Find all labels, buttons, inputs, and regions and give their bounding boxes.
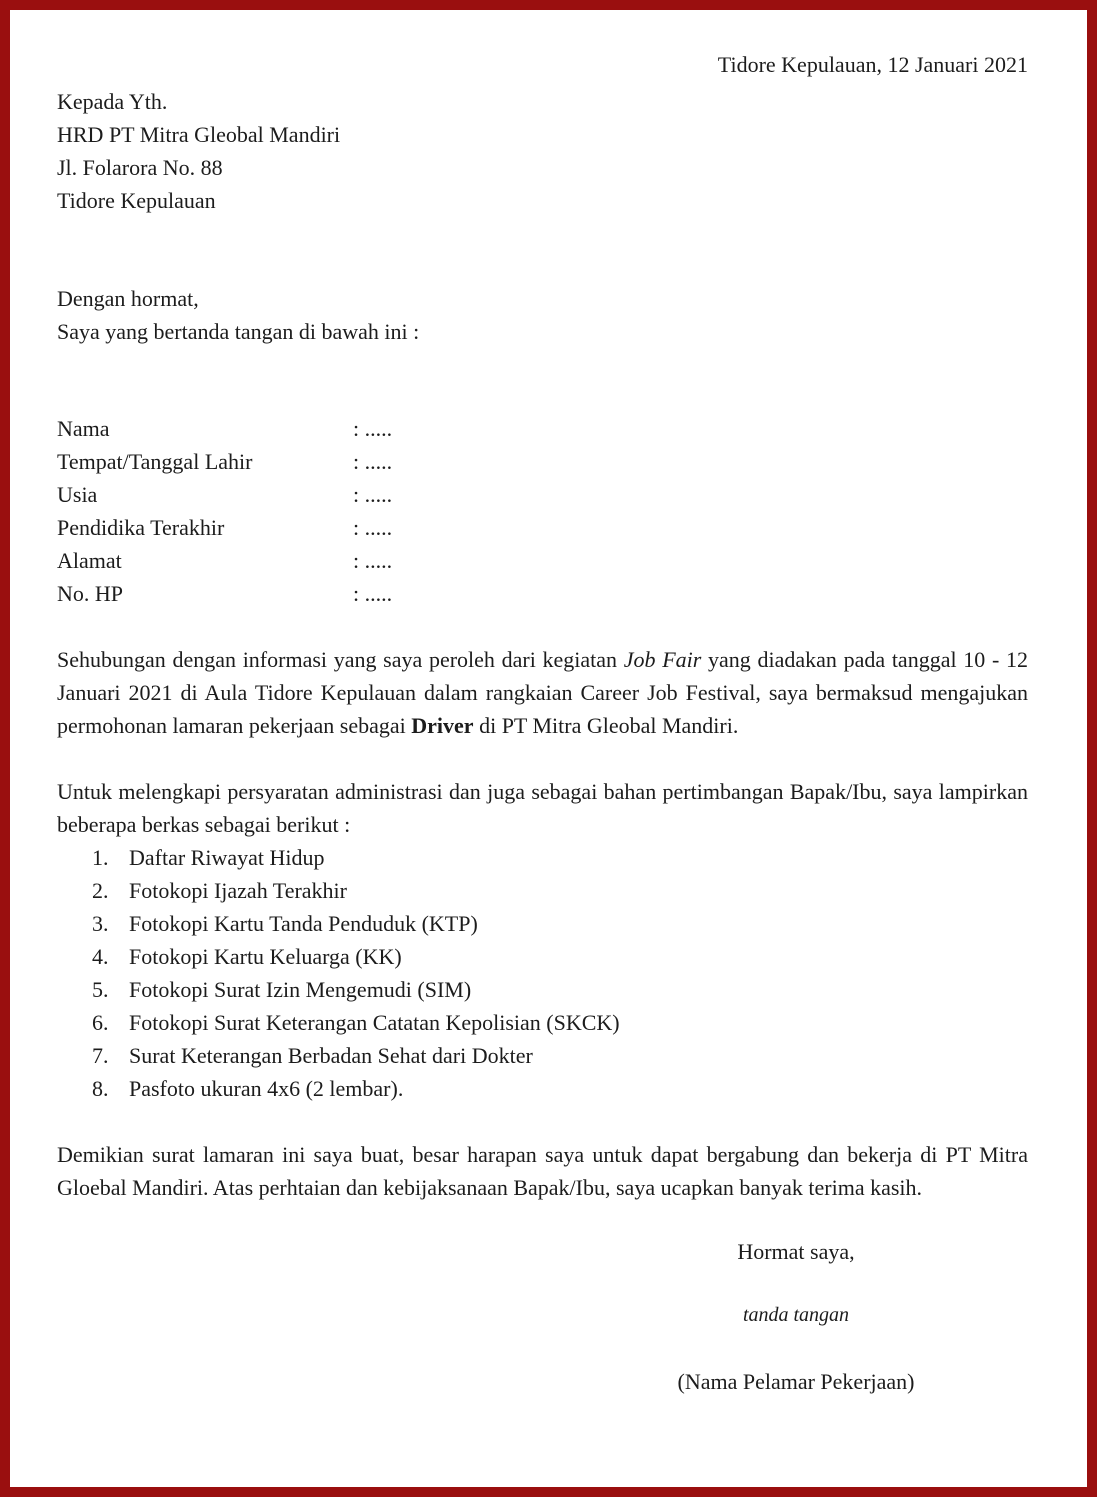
list-item-text: Fotokopi Kartu Tanda Penduduk (KTP) [129,911,478,936]
body-paragraph-1 [57,643,1028,742]
list-item-number: 2. [92,878,109,903]
field-label: No. HP [57,581,124,606]
list-item-number: 5. [92,977,109,1002]
list-item-text: Fotokopi Surat Keterangan Catatan Kepolisian (SKCK) [129,1010,620,1035]
list-item [57,1006,1028,1039]
field-row-pendidikan [57,511,1028,544]
list-item-number: 7. [92,1043,109,1068]
letter-date-line: Tidore Kepulauan, 12 Januari 2021 [717,52,1028,77]
field-label: Alamat [57,548,122,573]
list-item-text: Fotokopi Surat Izin Mengemudi (SIM) [129,977,472,1002]
list-item [57,907,1028,940]
recipient-city: Tidore Kepulauan [57,188,216,213]
closing-paragraph: Demikian surat lamaran ini saya buat, besar harapan saya untuk dapat bergabung dan bekerja di PT Mitra Gloebal Mandiri. Atas perhtaian dan kebijaksanaan Bapak/Ibu, saya ucapkan banyak terima kasih. [57,1142,1028,1200]
field-row-alamat [57,544,1028,577]
list-item [57,940,1028,973]
recipient-company: HRD PT Mitra Gleobal Mandiri [57,122,341,147]
paragraph1-part2: yang diadakan pada tanggal 10 - 12 Januari 2021 di Aula Tidore Kepulauan dalam rangkaian Career Job Festival, saya bermaksud mengajukan permohonan lamaran pekerjaan sebagai [57,647,1028,738]
list-item [57,1072,1028,1105]
paragraph1-italic-job-fair: Job Fair [623,647,702,672]
list-item-number: 8. [92,1076,109,1101]
list-item-number: 3. [92,911,109,936]
list-item-text: Surat Keterangan Berbadan Sehat dari Dokter [129,1043,533,1068]
signature-placeholder: tanda tangan [742,1304,850,1326]
recipient-salutation: Kepada Yth. [57,89,168,114]
list-item-number: 6. [92,1010,109,1035]
paragraph1-part3: di PT Mitra Gleobal Mandiri. [473,713,739,738]
field-value: : ..... [353,548,393,573]
list-item-text: Fotokopi Kartu Keluarga (KK) [129,944,402,969]
list-item-text: Pasfoto ukuran 4x6 (2 lembar). [129,1076,404,1101]
list-item [57,841,1028,874]
signature-name: (Nama Pelamar Pekerjaan) [677,1369,915,1394]
field-label: Nama [57,416,110,441]
list-item [57,1039,1028,1072]
letter-greeting: Dengan hormat, [57,286,199,311]
list-item [57,874,1028,907]
field-label: Usia [57,482,98,507]
field-value: : ..... [353,581,393,606]
list-item-text: Fotokopi Ijazah Terakhir [129,878,347,903]
paragraph1-bold-position: Driver [411,713,474,738]
field-value: : ..... [353,416,393,441]
field-row-no-hp [57,577,1028,610]
body-paragraph-2: Untuk melengkapi persyaratan administrasi dan juga sebagai bahan pertimbangan Bapak/Ibu, saya lampirkan beberapa berkas sebagai berikut : [57,779,1028,837]
field-value: : ..... [353,482,393,507]
list-item [57,973,1028,1006]
field-value: : ..... [353,449,393,474]
field-row-usia [57,478,1028,511]
field-value: : ..... [353,515,393,540]
paragraph1-part1: Sehubungan dengan informasi yang saya peroleh dari kegiatan [57,647,624,672]
attachment-list [57,841,1028,1105]
field-row-tempat-tanggal-lahir [57,445,1028,478]
field-label: Pendidika Terakhir [57,515,225,540]
recipient-block [57,85,1028,217]
personal-data-block [57,412,1028,610]
letter-intro: Saya yang bertanda tangan di bawah ini : [57,319,420,344]
list-item-number: 1. [92,845,109,870]
field-label: Tempat/Tanggal Lahir [57,449,253,474]
greeting-block [57,282,1028,348]
field-row-nama [57,412,1028,445]
recipient-address: Jl. Folarora No. 88 [57,155,223,180]
list-item-text: Daftar Riwayat Hidup [129,845,325,870]
signature-block [620,1235,972,1398]
signature-closing: Hormat saya, [737,1239,855,1264]
list-item-number: 4. [92,944,109,969]
